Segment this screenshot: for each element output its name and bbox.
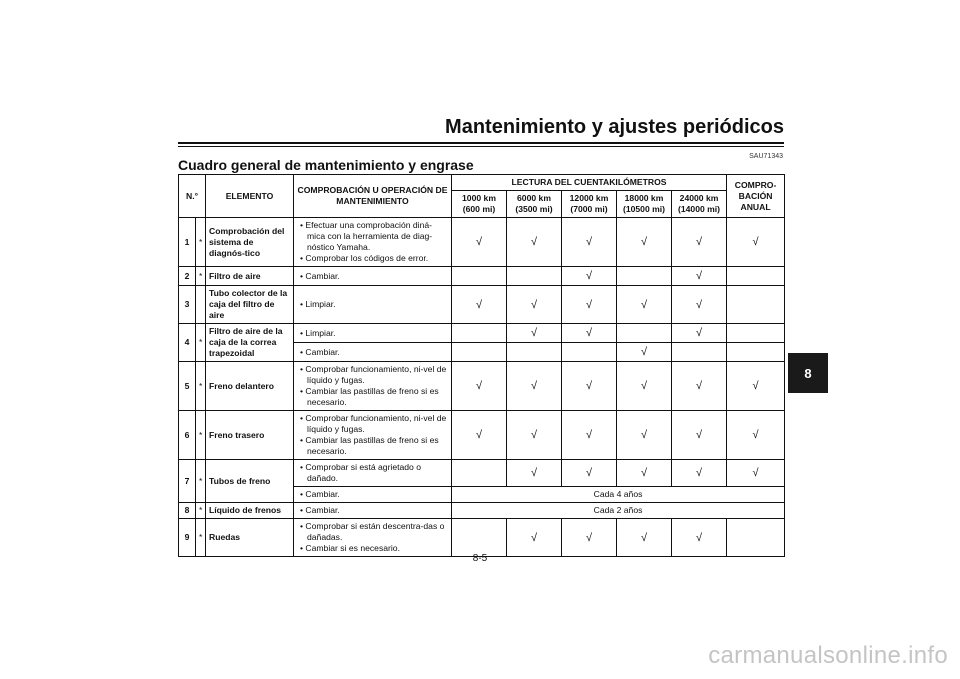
table-row [179, 519, 785, 557]
row-star: * [196, 460, 206, 503]
empty-cell [617, 267, 672, 286]
empty-cell [727, 286, 785, 324]
check-mark: √ [727, 218, 785, 267]
check-mark: √ [562, 324, 617, 343]
action-item: • Efectuar una comprobación diná-mica con la herramienta de diag-nóstico Yamaha. [297, 220, 448, 253]
empty-cell [727, 343, 785, 362]
section-title: Cuadro general de mantenimiento y engrase [178, 157, 474, 173]
row-element: Comprobación del sistema de diagnós-tico [206, 218, 294, 267]
empty-cell [452, 519, 507, 557]
header-rule [178, 142, 784, 144]
row-star: * [196, 362, 206, 411]
maintenance-table [178, 174, 785, 557]
row-actions [294, 324, 452, 343]
action-item: • Comprobar si están descentra-das o dañadas. [297, 521, 448, 543]
empty-cell [452, 343, 507, 362]
check-mark: √ [562, 411, 617, 460]
watermark[interactable]: carmanualsonline.info [708, 642, 948, 669]
header-check: COMPROBACIÓN U OPERACIÓN DE MANTENIMIENTO [294, 175, 452, 218]
check-mark: √ [672, 460, 727, 487]
action-item: • Cambiar. [297, 347, 448, 358]
empty-cell [672, 343, 727, 362]
page-number: 8-5 [472, 553, 488, 564]
row-element: Freno trasero [206, 411, 294, 460]
check-mark: √ [562, 286, 617, 324]
header-odometer: LECTURA DEL CUENTAKILÓMETROS [452, 175, 727, 191]
header-interval: 24000 km (14000 mi) [672, 191, 727, 218]
table-row [179, 286, 785, 324]
action-item: • Cambiar. [297, 271, 448, 282]
row-element: Freno delantero [206, 362, 294, 411]
check-mark: √ [672, 362, 727, 411]
check-mark: √ [562, 460, 617, 487]
empty-cell [452, 267, 507, 286]
row-star: * [196, 218, 206, 267]
table-row [179, 267, 785, 286]
check-mark: √ [617, 362, 672, 411]
check-mark: √ [672, 324, 727, 343]
row-star [196, 286, 206, 324]
check-mark: √ [727, 460, 785, 487]
row-num: 4 [179, 324, 196, 362]
row-star: * [196, 324, 206, 362]
header-num: N.° [179, 175, 206, 218]
row-actions [294, 362, 452, 411]
row-num: 8 [179, 503, 196, 519]
row-element: Filtro de aire de la caja de la correa trapezoidal [206, 324, 294, 362]
interval-text: Cada 2 años [452, 503, 785, 519]
empty-cell [727, 324, 785, 343]
row-actions [294, 460, 452, 487]
empty-cell [452, 460, 507, 487]
check-mark: √ [507, 460, 562, 487]
check-mark: √ [617, 519, 672, 557]
check-mark: √ [507, 218, 562, 267]
row-num: 3 [179, 286, 196, 324]
empty-cell [727, 267, 785, 286]
header-interval: 18000 km (10500 mi) [617, 191, 672, 218]
check-mark: √ [672, 519, 727, 557]
check-mark: √ [507, 411, 562, 460]
check-mark: √ [617, 218, 672, 267]
check-mark: √ [727, 411, 785, 460]
action-item: • Limpiar. [297, 328, 448, 339]
check-mark: √ [617, 286, 672, 324]
action-item: • Cambiar las pastillas de freno si es necesario. [297, 435, 448, 457]
row-element: Tubo colector de la caja del filtro de aire [206, 286, 294, 324]
empty-cell [452, 324, 507, 343]
check-mark: √ [507, 324, 562, 343]
header-interval: 1000 km (600 mi) [452, 191, 507, 218]
row-actions [294, 343, 452, 362]
row-star: * [196, 503, 206, 519]
check-mark: √ [617, 411, 672, 460]
row-num: 6 [179, 411, 196, 460]
row-element: Filtro de aire [206, 267, 294, 286]
header-interval: 12000 km (7000 mi) [562, 191, 617, 218]
interval-text: Cada 4 años [452, 487, 785, 503]
row-num: 1 [179, 218, 196, 267]
check-mark: √ [452, 218, 507, 267]
action-item: • Comprobar si está agrietado o dañado. [297, 462, 448, 484]
check-mark: √ [672, 218, 727, 267]
row-actions [294, 286, 452, 324]
row-star: * [196, 519, 206, 557]
action-item: • Limpiar. [297, 299, 448, 310]
action-item: • Cambiar. [297, 505, 448, 516]
row-actions [294, 267, 452, 286]
row-actions [294, 218, 452, 267]
header-rule-thin [178, 146, 784, 147]
table-row [179, 503, 785, 519]
row-num: 5 [179, 362, 196, 411]
table-row [179, 218, 785, 267]
table-row [179, 324, 785, 343]
action-item: • Comprobar funcionamiento, ni-vel de líquido y fugas. [297, 364, 448, 386]
empty-cell [727, 519, 785, 557]
header-interval: 6000 km (3500 mi) [507, 191, 562, 218]
empty-cell [507, 267, 562, 286]
table-row [179, 460, 785, 487]
check-mark: √ [507, 286, 562, 324]
empty-cell [507, 343, 562, 362]
check-mark: √ [507, 519, 562, 557]
row-num: 9 [179, 519, 196, 557]
page-header-title: Mantenimiento y ajustes periódicos [445, 116, 784, 138]
row-actions [294, 487, 452, 503]
empty-cell [562, 343, 617, 362]
row-star: * [196, 411, 206, 460]
action-item: • Cambiar las pastillas de freno si es necesario. [297, 386, 448, 408]
action-item: • Cambiar si es necesario. [297, 543, 448, 554]
check-mark: √ [452, 286, 507, 324]
row-num: 2 [179, 267, 196, 286]
action-item: • Comprobar los códigos de error. [297, 253, 448, 264]
row-actions [294, 411, 452, 460]
check-mark: √ [507, 362, 562, 411]
table-row [179, 411, 785, 460]
header-element: ELEMENTO [206, 175, 294, 218]
row-num: 7 [179, 460, 196, 503]
table-row [179, 362, 785, 411]
row-element: Tubos de freno [206, 460, 294, 503]
check-mark: √ [452, 362, 507, 411]
check-mark: √ [672, 267, 727, 286]
check-mark: √ [562, 519, 617, 557]
empty-cell [617, 324, 672, 343]
action-item: • Comprobar funcionamiento, ni-vel de líquido y fugas. [297, 413, 448, 435]
check-mark: √ [672, 411, 727, 460]
header-annual: COMPRO-BACIÓN ANUAL [727, 175, 785, 218]
chapter-tab[interactable]: 8 [788, 353, 828, 393]
check-mark: √ [727, 362, 785, 411]
section-code: SAU71343 [749, 153, 783, 160]
row-element: Ruedas [206, 519, 294, 557]
row-star: * [196, 267, 206, 286]
check-mark: √ [562, 267, 617, 286]
check-mark: √ [562, 362, 617, 411]
check-mark: √ [452, 411, 507, 460]
check-mark: √ [562, 218, 617, 267]
row-actions [294, 519, 452, 557]
check-mark: √ [617, 460, 672, 487]
action-item: • Cambiar. [297, 489, 448, 500]
row-element: Líquido de frenos [206, 503, 294, 519]
check-mark: √ [672, 286, 727, 324]
row-actions [294, 503, 452, 519]
check-mark: √ [617, 343, 672, 362]
